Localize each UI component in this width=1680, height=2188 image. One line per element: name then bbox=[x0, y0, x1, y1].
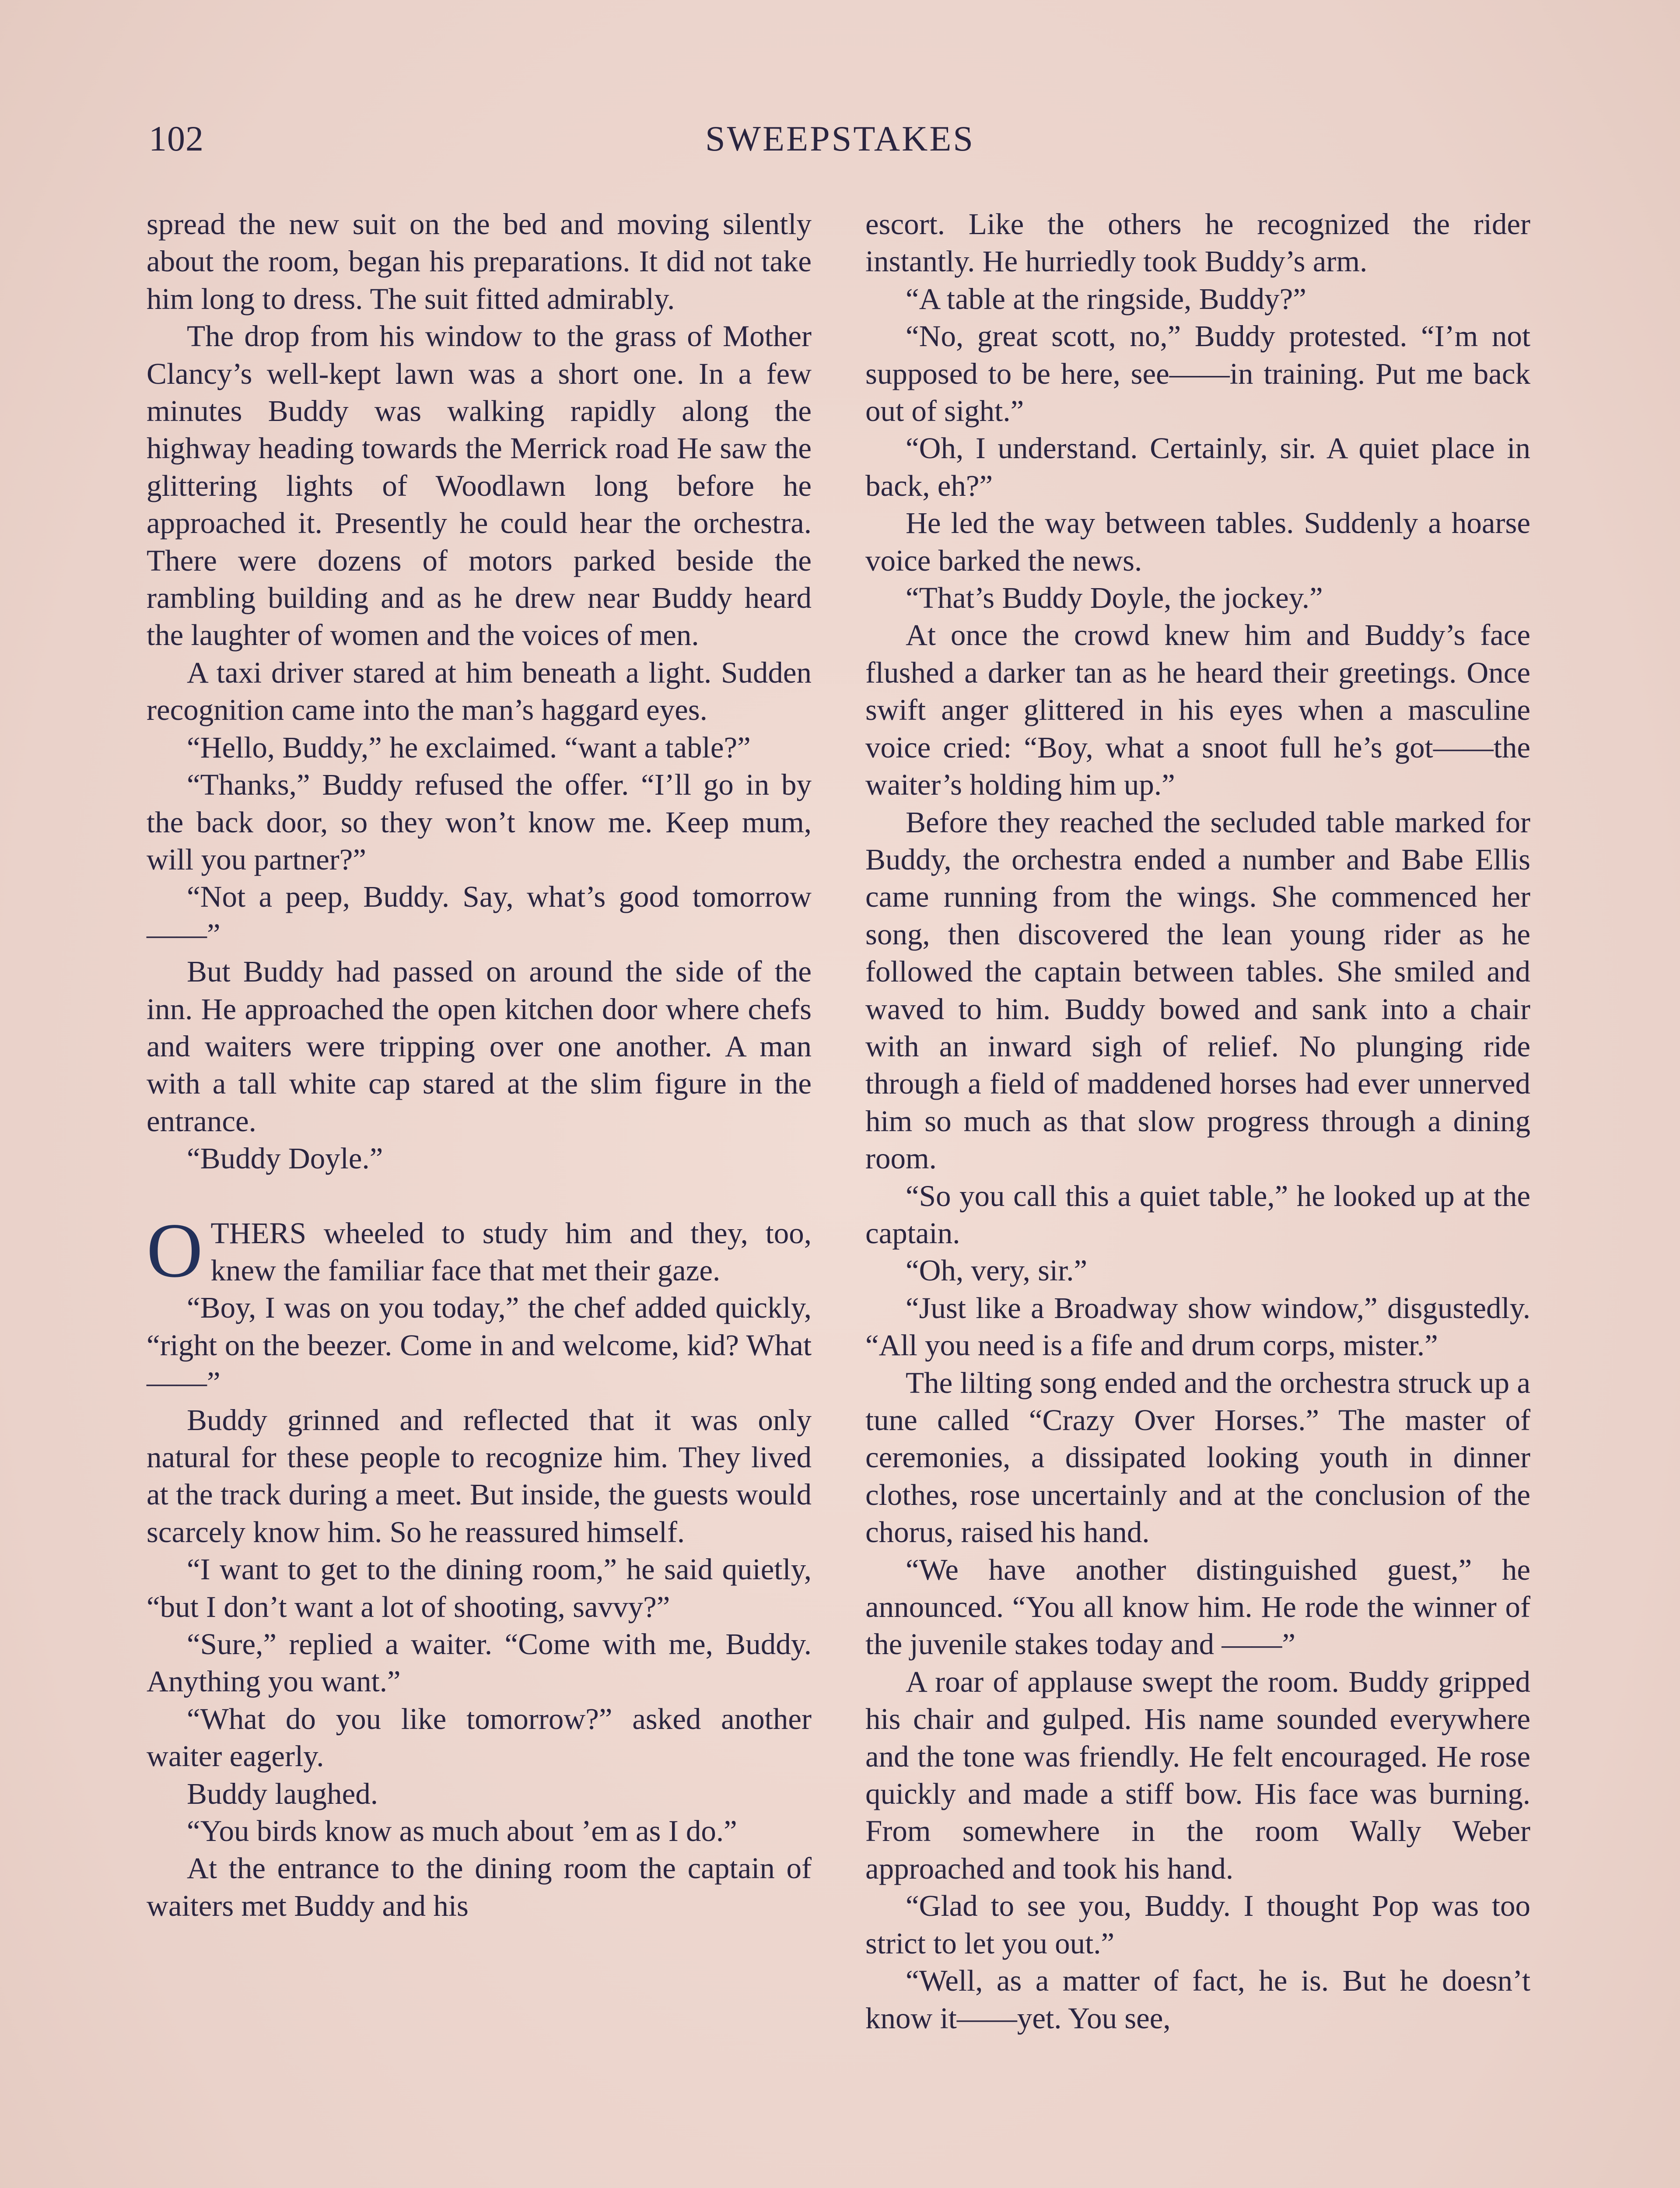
paragraph: Buddy grinned and reflected that it was only natural for these people to recognize him. They lived at the track during a meet. But inside, the guests would scarcely know him. So he reassured himself. bbox=[147, 1403, 812, 1549]
drop-cap-text: THERS wheeled to study him and they, too, knew the familiar face that met their gaze. bbox=[210, 1216, 812, 1287]
drop-cap: O bbox=[147, 1206, 203, 1294]
page-number: 102 bbox=[149, 119, 204, 158]
paragraph: “Well, as a matter of fact, he is. But he doesn’t know it——yet. You see, bbox=[865, 1964, 1530, 2035]
paragraph: “Sure,” replied a waiter. “Come with me, Buddy. Anything you want.” bbox=[147, 1627, 812, 1698]
paragraph: A roar of applause swept the room. Buddy gripped his chair and gulped. His name sounded everywhere and the tone was friendly. He felt encouraged. He rose quickly and made a stiff bow. His face was burning. From somewhere in the room Wally Weber approached and took his hand. bbox=[865, 1665, 1530, 1885]
drop-cap-paragraph bbox=[147, 1206, 812, 1294]
paragraph: “Glad to see you, Buddy. I thought Pop was too strict to let you out.” bbox=[865, 1889, 1530, 1960]
paragraph: “Oh, I understand. Certainly, sir. A quiet place in back, eh?” bbox=[865, 431, 1530, 502]
paragraph: The drop from his window to the grass of Mother Clancy’s well-kept lawn was a short one. In a few minutes Buddy was walking rapidly along the highway heading towards the Merrick road He saw the glittering lights of Woodlawn long before he approached it. Presently he could hear the orchestra. There were dozens of motors parked beside the rambling building and as he drew near Buddy heard the laughter of women and the voices of men. bbox=[147, 319, 812, 652]
page-header bbox=[149, 118, 1531, 166]
section-break bbox=[147, 1178, 812, 1215]
paragraph: “Buddy Doyle.” bbox=[187, 1142, 383, 1175]
paragraph: A taxi driver stared at him beneath a light. Sudden recognition came into the man’s haggard eyes. bbox=[147, 656, 812, 727]
left-column bbox=[147, 206, 812, 1925]
paragraph: “I want to get to the dining room,” he said quietly, “but I don’t want a lot of shooting, savvy?” bbox=[147, 1553, 812, 1623]
paragraph: At once the crowd knew him and Buddy’s face flushed a darker tan as he heard their greetings. Once swift anger glittered in his eyes when a masculine voice cried: “Boy, what a snoot full he’s got——the waiter’s holding him up.” bbox=[865, 618, 1530, 802]
paragraph: Buddy laughed. bbox=[187, 1777, 378, 1810]
paragraph: Before they reached the secluded table marked for Buddy, the orchestra ended a number and Babe Ellis came running from the wings. She commenced her song, then discovered the lean young rider as he followed the captain between tables. She smiled and waved to him. Buddy bowed and sank into a chair with an inward sigh of relief. No plunging ride through a field of maddened horses had ever unnerved him so much as that slow progress through a dining room. bbox=[865, 805, 1530, 1175]
paragraph: “Oh, very, sir.” bbox=[906, 1254, 1088, 1287]
paragraph: “Thanks,” Buddy refused the offer. “I’ll go in by the back door, so they won’t know me. Keep mum, will you partner?” bbox=[147, 768, 812, 876]
paragraph: “No, great scott, no,” Buddy protested. “I’m not supposed to be here, see——in training. Put me back out of sight.” bbox=[865, 319, 1530, 428]
paragraph: “Hello, Buddy,” he exclaimed. “want a table?” bbox=[187, 730, 751, 764]
paragraph: “What do you like tomorrow?” asked another waiter eagerly. bbox=[147, 1702, 812, 1773]
paragraph: escort. Like the others he recognized the rider instantly. He hurriedly took Buddy’s arm. bbox=[865, 207, 1530, 278]
paragraph: “You birds know as much about ’em as I do.” bbox=[187, 1814, 737, 1848]
paragraph: The lilting song ended and the orchestra struck up a tune called “Crazy Over Horses.” The master of ceremonies, a dissipated looking youth in dinner clothes, rose uncertainly and at the conclusion of the chorus, raised his hand. bbox=[865, 1366, 1530, 1549]
paragraph: “Boy, I was on you today,” the chef added quickly, “right on the beezer. Come in and welcome, kid? What——” bbox=[147, 1291, 812, 1399]
running-head: SWEEPSTAKES bbox=[705, 119, 975, 158]
paragraph: spread the new suit on the bed and moving silently about the room, began his preparations. It did not take him long to dress. The suit fitted admirably. bbox=[147, 207, 812, 316]
paragraph: “Just like a Broadway show window,” disgustedly. “All you need is a fife and drum corps, mister.” bbox=[865, 1291, 1530, 1362]
paragraph: He led the way between tables. Suddenly a hoarse voice barked the news. bbox=[865, 506, 1530, 577]
paragraph: At the entrance to the dining room the captain of waiters met Buddy and his bbox=[147, 1851, 812, 1922]
paragraph: “We have another distinguished guest,” he announced. “You all know him. He rode the winner of the juvenile stakes today and ——” bbox=[865, 1553, 1530, 1661]
paragraph: “Not a peep, Buddy. Say, what’s good tomorrow——” bbox=[147, 880, 812, 951]
paragraph: “So you call this a quiet table,” he looked up at the captain. bbox=[865, 1179, 1530, 1250]
paragraph: “A table at the ringside, Buddy?” bbox=[906, 282, 1306, 316]
paragraph: But Buddy had passed on around the side of the inn. He approached the open kitchen door where chefs and waiters were tripping over one another. A man with a tall white cap stared at the slim figure in the entrance. bbox=[147, 955, 812, 1138]
paragraph: “That’s Buddy Doyle, the jockey.” bbox=[906, 581, 1323, 615]
right-column bbox=[865, 206, 1530, 2037]
